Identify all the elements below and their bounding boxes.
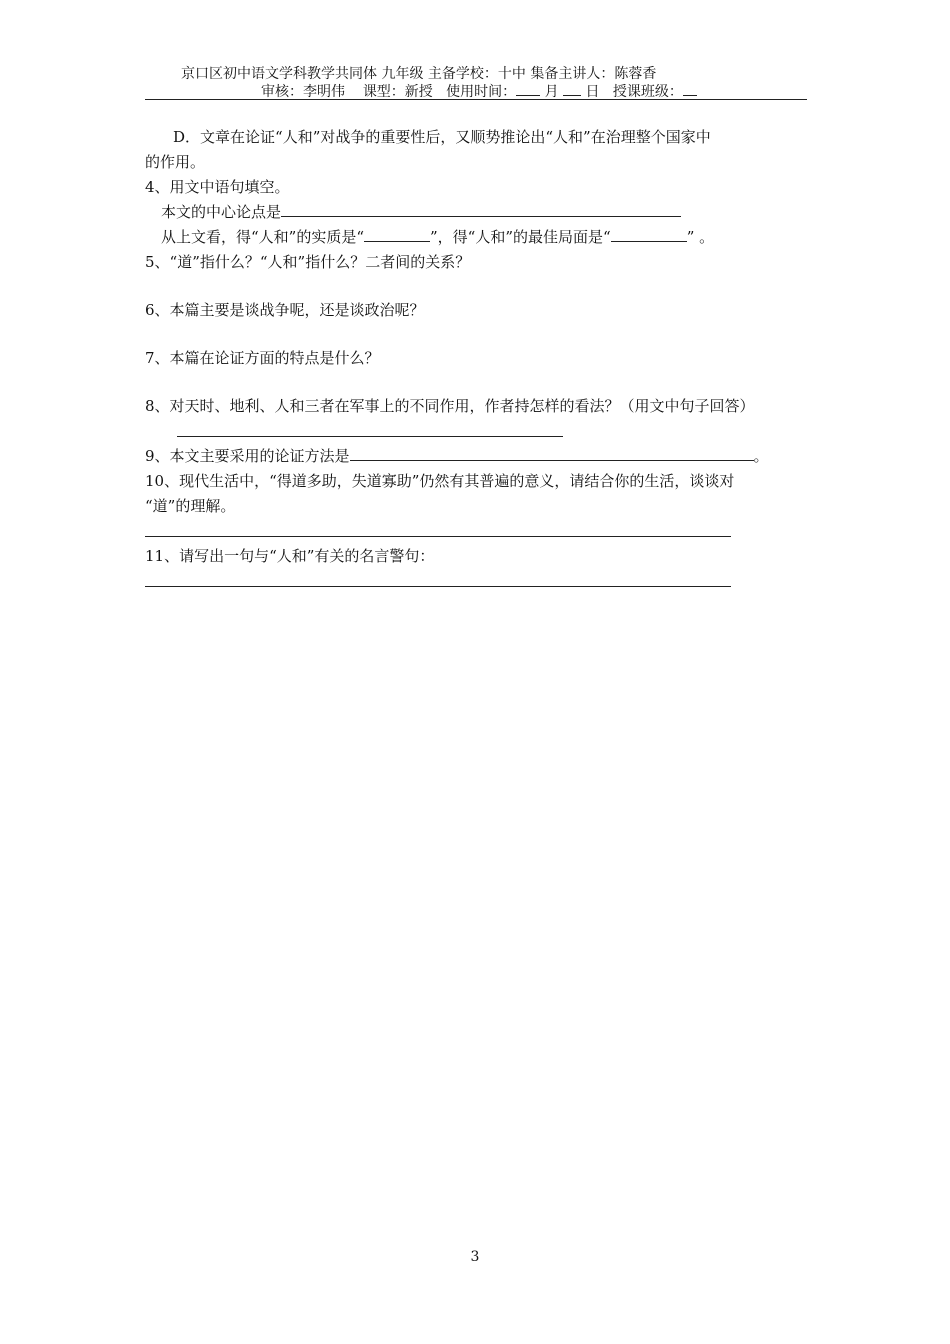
option-d-line-1: D．文章在论证“人和”对战争的重要性后，又顺势推论出“人和”在治理整个国家中 (173, 128, 711, 146)
question-11-blank (145, 574, 731, 587)
question-10-line-2: “道”的理解。 (145, 497, 236, 515)
best-situation-blank (611, 229, 687, 242)
header-use-time-label: 使用时间： (446, 84, 517, 100)
question-9-end: 。 (753, 447, 769, 465)
question-9 (145, 444, 807, 469)
question-9-label: 9、本文主要采用的论证方法是 (145, 447, 350, 465)
page-header (145, 66, 807, 101)
question-10-answer (145, 519, 807, 544)
question-4: 4、用文中语句填空。 (145, 178, 290, 196)
month-blank (516, 83, 540, 96)
question-8-answer (145, 419, 807, 444)
header-rule (145, 99, 807, 100)
central-point-blank (281, 204, 681, 217)
question-11: 11、请写出一句与“人和”有关的名言警句： (145, 547, 435, 565)
header-reviewer: 审核：李明伟 (261, 84, 345, 100)
header-day: 日 (585, 84, 600, 100)
question-11-answer (145, 569, 807, 594)
question-5: 5、“道”指什么？“人和”指什么？二者间的关系？ (145, 253, 471, 271)
sentence-part-c: ” 。 (686, 228, 715, 246)
page-number: 3 (470, 1249, 480, 1265)
question-content (145, 125, 807, 594)
class-blank (683, 83, 697, 96)
question-4-sentence (145, 225, 807, 250)
question-6: 6、本篇主要是谈战争呢，还是谈政治呢？ (145, 301, 425, 319)
answer-space (145, 371, 807, 394)
sentence-part-b: ”，得“人和”的最佳局面是“ (430, 228, 611, 246)
question-10-line-1: 10、现代生活中，“得道多助，失道寡助”仍然有其普遍的意义，请结合你的生活，谈谈对 (145, 472, 735, 490)
question-9-blank (350, 448, 754, 461)
answer-space (145, 323, 807, 346)
header-class-label: 授课班级： (612, 84, 683, 100)
answer-space (145, 275, 807, 298)
question-8-blank (177, 424, 563, 437)
essence-blank (364, 229, 430, 242)
header-line-1: 京口区初中语文学科教学共同体 九年级 主备学校：十中 集备主讲人：陈蓉香 (181, 66, 657, 82)
header-month: 月 (544, 84, 559, 100)
sentence-part-a: 从上文看，得“人和”的实质是“ (161, 228, 365, 246)
question-4-central-point (145, 200, 807, 225)
question-8: 8、对天时、地利、人和三者在军事上的不同作用，作者持怎样的看法？（用文中句子回答） (145, 397, 755, 415)
question-10-blank (145, 524, 731, 537)
header-lesson-type: 课型：新授 (362, 84, 433, 100)
question-7: 7、本篇在论证方面的特点是什么？ (145, 349, 380, 367)
central-point-label: 本文的中心论点是 (161, 203, 282, 221)
option-d-line-2: 的作用。 (145, 153, 206, 171)
day-blank (563, 83, 581, 96)
